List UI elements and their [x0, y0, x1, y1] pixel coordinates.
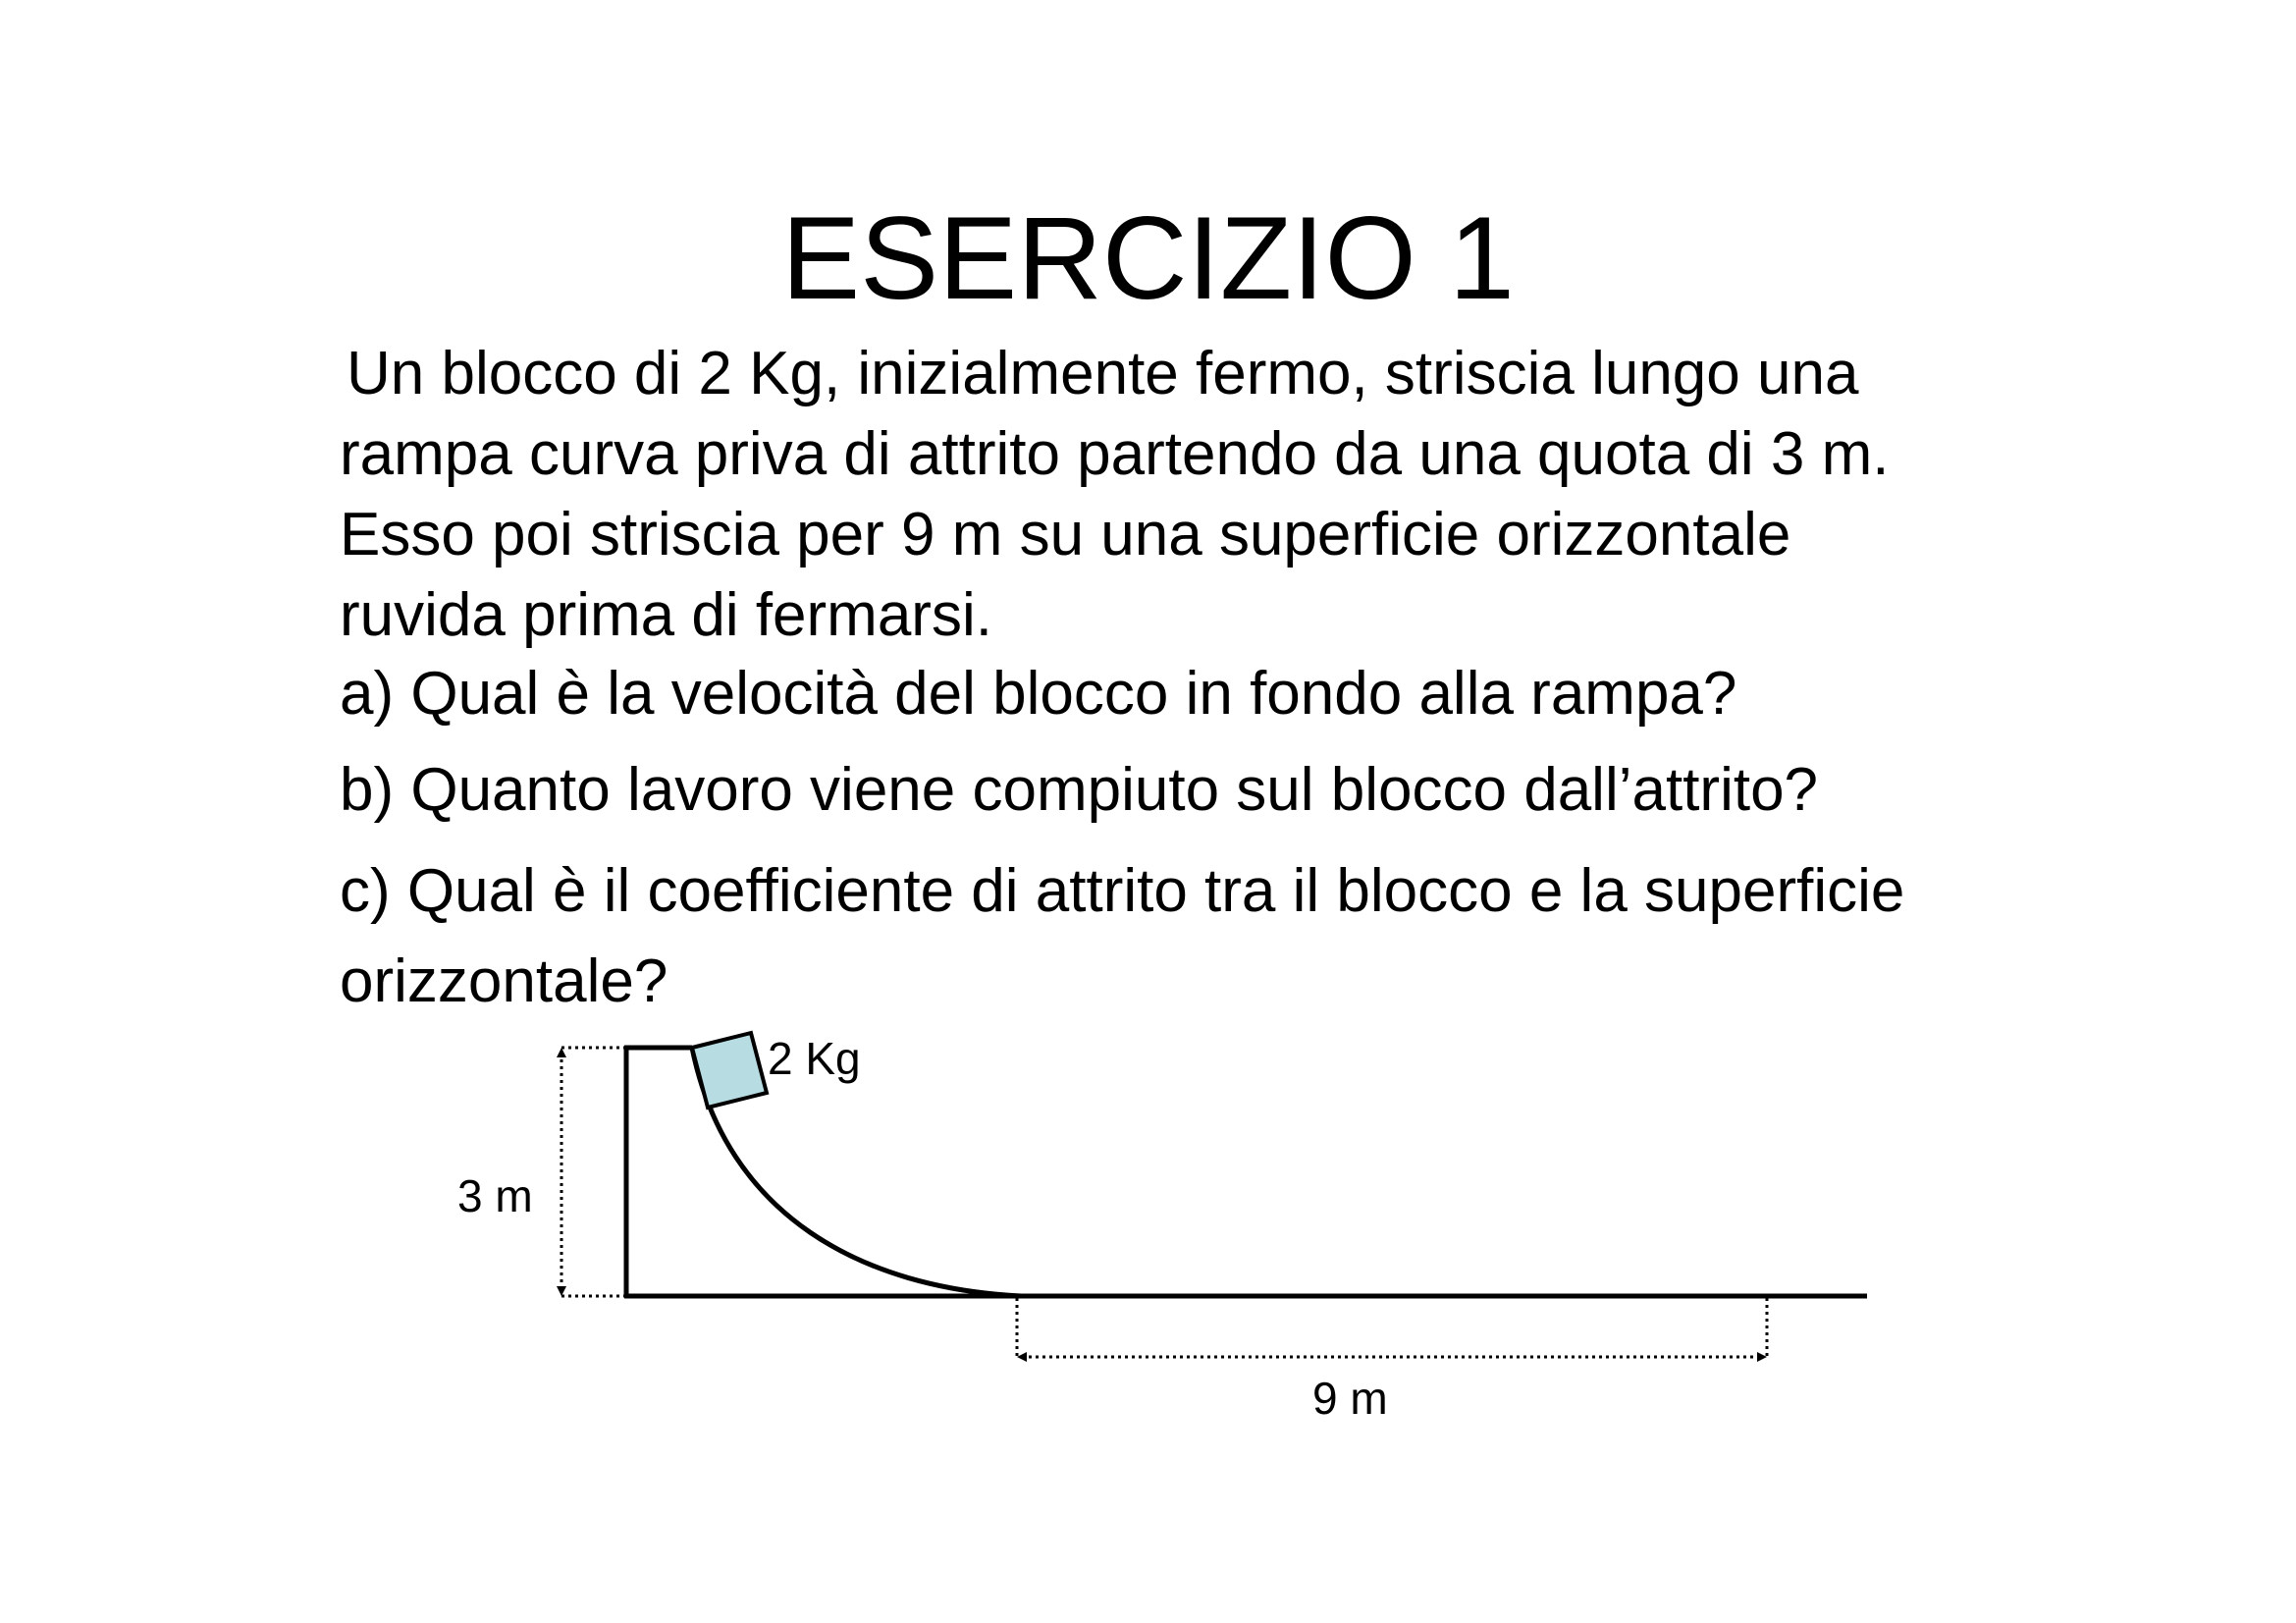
question-a: a) Qual è la velocità del blocco in fondo alla rampa? — [340, 660, 1737, 728]
problem-line: Esso poi striscia per 9 m su una superficie orizzontale — [340, 501, 1791, 568]
problem-line: Un blocco di 2 Kg, inizialmente fermo, striscia lungo una — [347, 340, 1859, 407]
mass-label: 2 Kg — [768, 1033, 861, 1084]
block — [692, 1033, 767, 1108]
height-label: 3 m — [457, 1170, 533, 1221]
distance-label: 9 m — [1312, 1373, 1388, 1424]
question-c-continued: orizzontale? — [340, 947, 668, 1015]
question-c: c) Qual è il coefficiente di attrito tra il blocco e la superficie — [340, 857, 1905, 925]
page-title: ESERCIZIO 1 — [781, 192, 1515, 324]
problem-line: ruvida prima di fermarsi. — [340, 581, 992, 649]
question-b: b) Quanto lavoro viene compiuto sul blocco dall’attrito? — [340, 756, 1819, 824]
problem-line: rampa curva priva di attrito partendo da una quota di 3 m. — [340, 420, 1890, 488]
